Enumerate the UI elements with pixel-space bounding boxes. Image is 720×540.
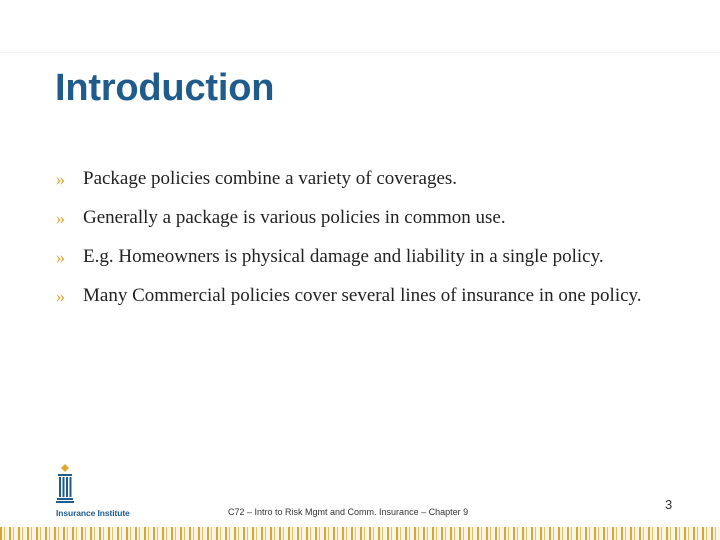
logo-text: Insurance Institute xyxy=(56,508,130,518)
bullet-item xyxy=(56,243,696,271)
bullet-list xyxy=(56,165,696,321)
bullet-marker-icon: » xyxy=(56,247,65,267)
bullet-item xyxy=(56,204,696,232)
bullet-item xyxy=(56,282,696,310)
title-divider xyxy=(0,52,720,53)
slide-number: 3 xyxy=(665,497,673,512)
bullet-text: Many Commercial policies cover several lines of insurance in one policy. xyxy=(83,285,642,306)
bullet-text: Generally a package is various policies in common use. xyxy=(83,207,506,228)
bullet-text: E.g. Homeowners is physical damage and liability in a single policy. xyxy=(83,246,604,267)
footer-course-text: C72 – Intro to Risk Mgmt and Comm. Insurance – Chapter 9 xyxy=(228,507,469,517)
bullet-marker-icon: » xyxy=(56,208,65,228)
bullet-marker-icon: » xyxy=(56,169,65,189)
bullet-marker-icon: » xyxy=(56,286,65,306)
slide-title: Introduction xyxy=(55,67,275,109)
decorative-bottom-band xyxy=(0,527,720,540)
pillar-icon xyxy=(56,462,86,508)
insurance-institute-logo xyxy=(56,462,136,520)
bullet-item xyxy=(56,165,696,193)
bullet-text: Package policies combine a variety of coverages. xyxy=(83,168,458,189)
